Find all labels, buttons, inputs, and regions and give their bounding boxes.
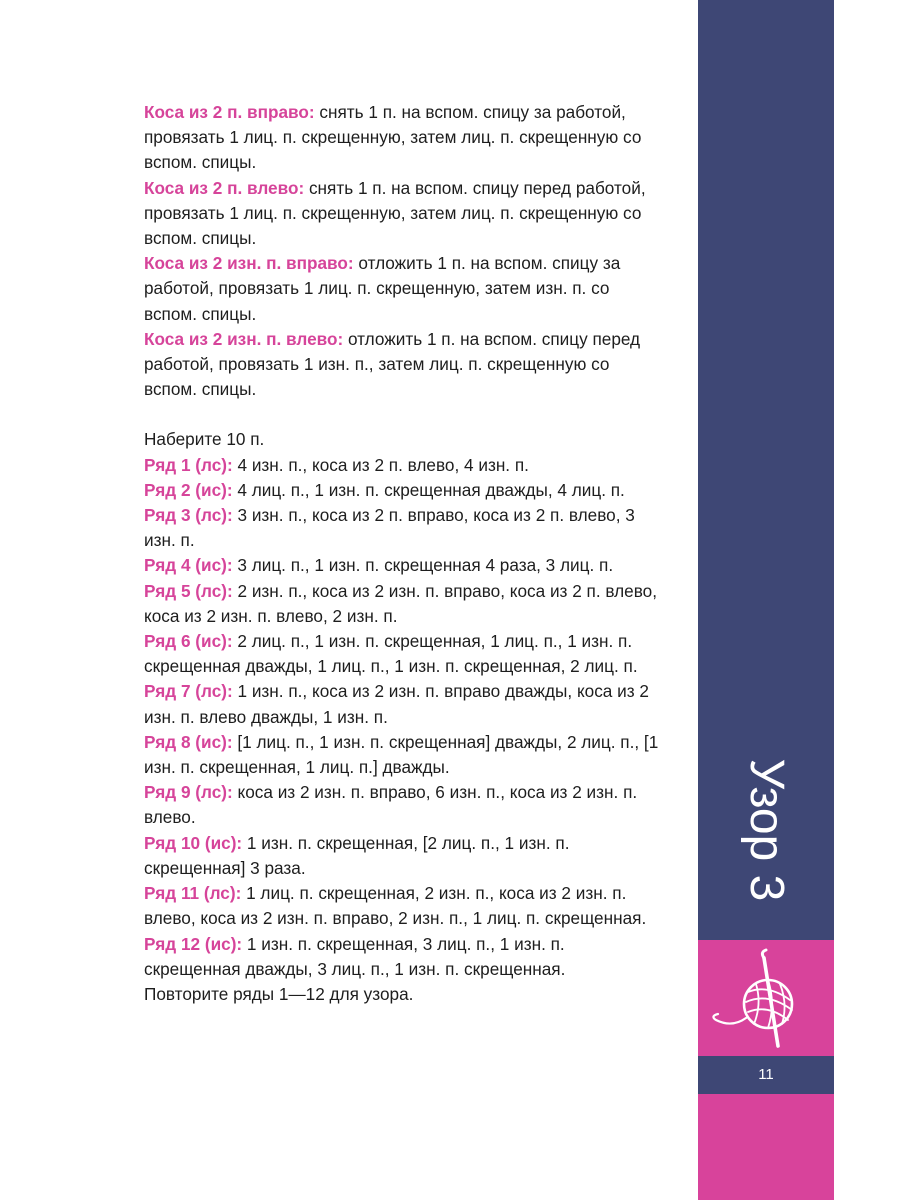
definition-label: Коса из 2 п. влево:	[144, 177, 305, 198]
row-instruction: коса из 2 изн. п. вправо, 6 изн. п., коса из 2 изн. п. влево.	[144, 782, 638, 828]
pattern-row	[144, 503, 664, 553]
page-content	[144, 100, 664, 1007]
definition-text: отложить 1 п. на вспом. спицу перед работой, провязать 1 изн. п., затем лиц. п. скрещенную со вспом. спицы.	[144, 328, 641, 400]
pattern-row	[144, 932, 664, 982]
row-label: Ряд 2 (ис):	[144, 479, 233, 500]
sidebar-pink-band	[698, 940, 834, 1056]
row-instruction: 2 лиц. п., 1 изн. п. скрещенная, 1 лиц. п., 1 изн. п. скрещенная дважды, 1 лиц. п., 1 изн. п. скрещенная, 2 лиц. п.	[144, 631, 638, 677]
page-number: 11	[698, 1056, 834, 1094]
row-label: Ряд 5 (лс):	[144, 580, 233, 601]
chapter-sidebar	[698, 0, 834, 1200]
row-label: Ряд 8 (ис):	[144, 731, 233, 752]
definition-label: Коса из 2 изн. п. влево:	[144, 328, 344, 349]
row-instruction: 1 лиц. п. скрещенная, 2 изн. п., коса из 2 изн. п. влево, коса из 2 изн. п. вправо, 2 изн. п., 1 лиц. п. скрещенная.	[144, 883, 647, 929]
row-instruction: 3 лиц. п., 1 изн. п. скрещенная 4 раза, 3 лиц. п.	[232, 555, 614, 576]
pattern-row	[144, 831, 664, 881]
row-instruction: 4 лиц. п., 1 изн. п. скрещенная дважды, 4 лиц. п.	[232, 479, 625, 500]
row-label: Ряд 10 (ис):	[144, 832, 243, 853]
row-instruction: 3 изн. п., коса из 2 п. вправо, коса из 2 п. влево, 3 изн. п.	[144, 505, 635, 551]
definition-text: отложить 1 п. на вспом. спицу за работой, провязать 1 лиц. п. скрещенную, затем изн. п. со вспом. спицы.	[144, 253, 621, 324]
cast-on-instruction: Наберите 10 п.	[144, 429, 265, 450]
row-instruction: 1 изн. п. скрещенная, 3 лиц. п., 1 изн. п. скрещенная дважды, 3 лиц. п., 1 изн. п. скрещенная.	[144, 933, 566, 979]
row-instruction: 1 изн. п. скрещенная, [2 лиц. п., 1 изн. п. скрещенная] 3 раза.	[144, 832, 570, 878]
row-label: Ряд 1 (лс):	[144, 454, 233, 475]
paragraph-gap	[144, 402, 664, 427]
definition-paragraph	[144, 251, 664, 327]
pattern-row	[144, 679, 664, 729]
sidebar-pink-footer	[698, 1094, 834, 1200]
definition-label: Коса из 2 изн. п. вправо:	[144, 253, 354, 274]
row-label: Ряд 9 (лс):	[144, 782, 233, 803]
row-label: Ряд 4 (ис):	[144, 555, 233, 576]
pattern-row	[144, 629, 664, 679]
sidebar-navy-band	[698, 0, 834, 940]
pattern-row	[144, 553, 664, 578]
definition-label: Коса из 2 п. вправо:	[144, 102, 315, 122]
pattern-row	[144, 478, 664, 503]
pattern-row	[144, 881, 664, 931]
pattern-row	[144, 579, 664, 629]
definition-paragraph	[144, 327, 664, 403]
row-label: Ряд 12 (ис):	[144, 933, 243, 954]
pattern-title: Узор 3	[740, 758, 793, 902]
row-instruction: 4 изн. п., коса из 2 п. влево, 4 изн. п.	[232, 454, 529, 475]
row-instruction: 2 изн. п., коса из 2 изн. п. вправо, коса из 2 п. влево, коса из 2 изн. п. влево, 2 изн. п.	[144, 580, 658, 626]
row-label: Ряд 11 (лс):	[144, 883, 242, 904]
row-label: Ряд 3 (лс):	[144, 505, 233, 526]
definition-paragraph	[144, 176, 664, 252]
definition-paragraph	[144, 100, 664, 176]
pattern-row	[144, 730, 664, 780]
yarn-ball-hook-icon	[706, 944, 826, 1052]
definition-text: снять 1 п. на вспом. спицу за работой, провязать 1 лиц. п. скрещенную, затем лиц. п. скрещенную со вспом. спицы.	[144, 102, 642, 173]
row-label: Ряд 7 (лс):	[144, 681, 233, 702]
pattern-row	[144, 453, 664, 478]
row-label: Ряд 6 (ис):	[144, 631, 233, 652]
row-instruction: 1 изн. п., коса из 2 изн. п. вправо дважды, коса из 2 изн. п. влево дважды, 1 изн. п.	[144, 681, 649, 727]
pattern-row	[144, 780, 664, 830]
definition-text: снять 1 п. на вспом. спицу перед работой, провязать 1 лиц. п. скрещенную, затем лиц. п. скрещенную со вспом. спицы.	[144, 177, 646, 249]
repeat-instruction: Повторите ряды 1—12 для узора.	[144, 983, 414, 1004]
row-instruction: [1 лиц. п., 1 изн. п. скрещенная] дважды, 2 лиц. п., [1 изн. п. скрещенная, 1 лиц. п.] дважды.	[144, 731, 659, 778]
